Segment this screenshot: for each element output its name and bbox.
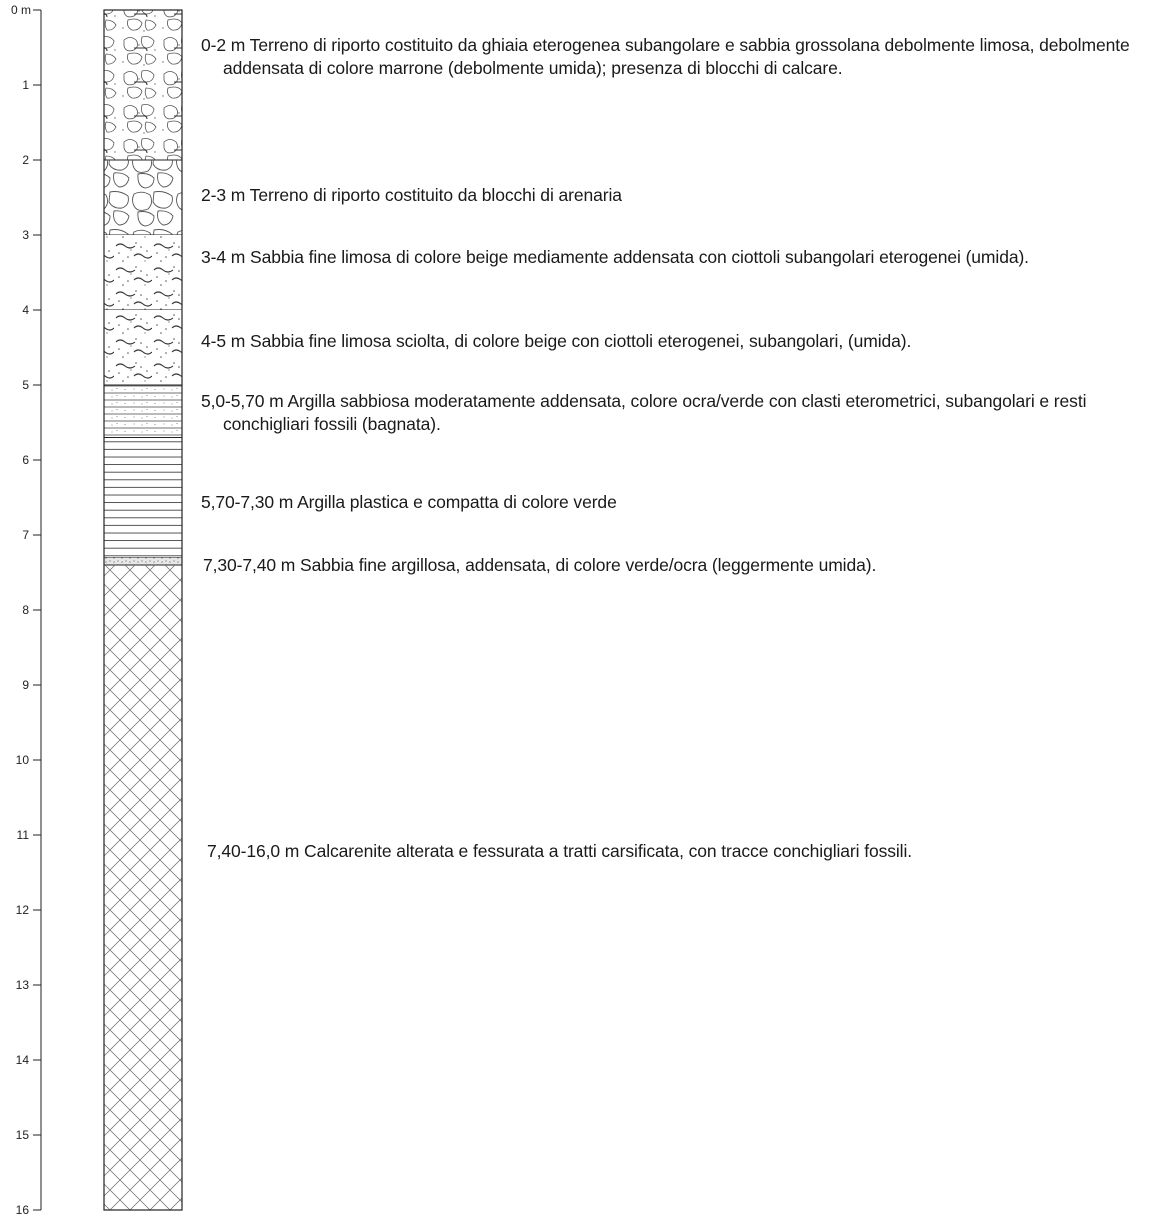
- depth-tick-label: 3: [22, 228, 29, 242]
- depth-tick-label: 11: [16, 828, 29, 842]
- depth-tick-label: 4: [22, 303, 29, 317]
- depth-tick-label: 14: [15, 1053, 29, 1067]
- description-layer-2-3: 2-3 m Terreno di riporto costituito da blocchi di arenaria: [201, 185, 622, 205]
- description-layer-0-2: 0-2 m Terreno di riporto costituito da ghiaia eterogenea subangolare e sabbia grossolana debolmente limosa, debolmente addensata di colore marrone (debolmente umida); presenza di blocchi di calcare.: [201, 35, 1130, 78]
- depth-tick-label: 10: [15, 753, 29, 767]
- depth-tick-label: 8: [22, 603, 29, 617]
- layer-fine-sand: [104, 558, 182, 566]
- description-layer-4-5: 4-5 m Sabbia fine limosa sciolta, di colore beige con ciottoli eterogenei, subangolari, (umida).: [201, 331, 912, 351]
- depth-tick-label: 13: [15, 978, 29, 992]
- layer-sand-pebbles: [104, 310, 182, 385]
- depth-tick-label: 16: [15, 1203, 29, 1217]
- layer-clay: [104, 438, 182, 558]
- description-layer-570-730: 5,70-7,30 m Argilla plastica e compatta di colore verde: [201, 492, 617, 512]
- depth-tick-label: 1: [22, 78, 29, 92]
- depth-tick-label: 5: [22, 378, 29, 392]
- layer-gravel-mixed: [104, 10, 182, 160]
- layer-calcarenite: [104, 565, 182, 1210]
- depth-tick-label: 2: [22, 153, 29, 167]
- depth-tick-label: 0 m: [10, 3, 31, 17]
- depth-tick-label: 12: [15, 903, 29, 917]
- depth-tick-label: 7: [22, 528, 29, 542]
- description-layer-730-740: 7,30-7,40 m Sabbia fine argillosa, addensata, di colore verde/ocra (leggermente umida).: [203, 555, 877, 575]
- layer-sandy-clay: [104, 385, 182, 438]
- layer-sand-pebbles: [104, 235, 182, 310]
- layer-blocks: [104, 160, 182, 235]
- depth-tick-label: 6: [22, 453, 29, 467]
- description-layer-5-570: 5,0-5,70 m Argilla sabbiosa moderatamente addensata, colore ocra/verde con clasti eterometrici, subangolari e resti conchigliari fossili (bagnata).: [201, 391, 1087, 434]
- description-layer-740-1600: 7,40-16,0 m Calcarenite alterata e fessurata a tratti carsificata, con tracce conchigliari fossili.: [207, 841, 913, 861]
- description-layer-3-4: 3-4 m Sabbia fine limosa di colore beige mediamente addensata con ciottoli subangolari eterogenei (umida).: [201, 247, 1029, 267]
- depth-tick-label: 9: [22, 678, 29, 692]
- depth-tick-label: 15: [15, 1128, 29, 1142]
